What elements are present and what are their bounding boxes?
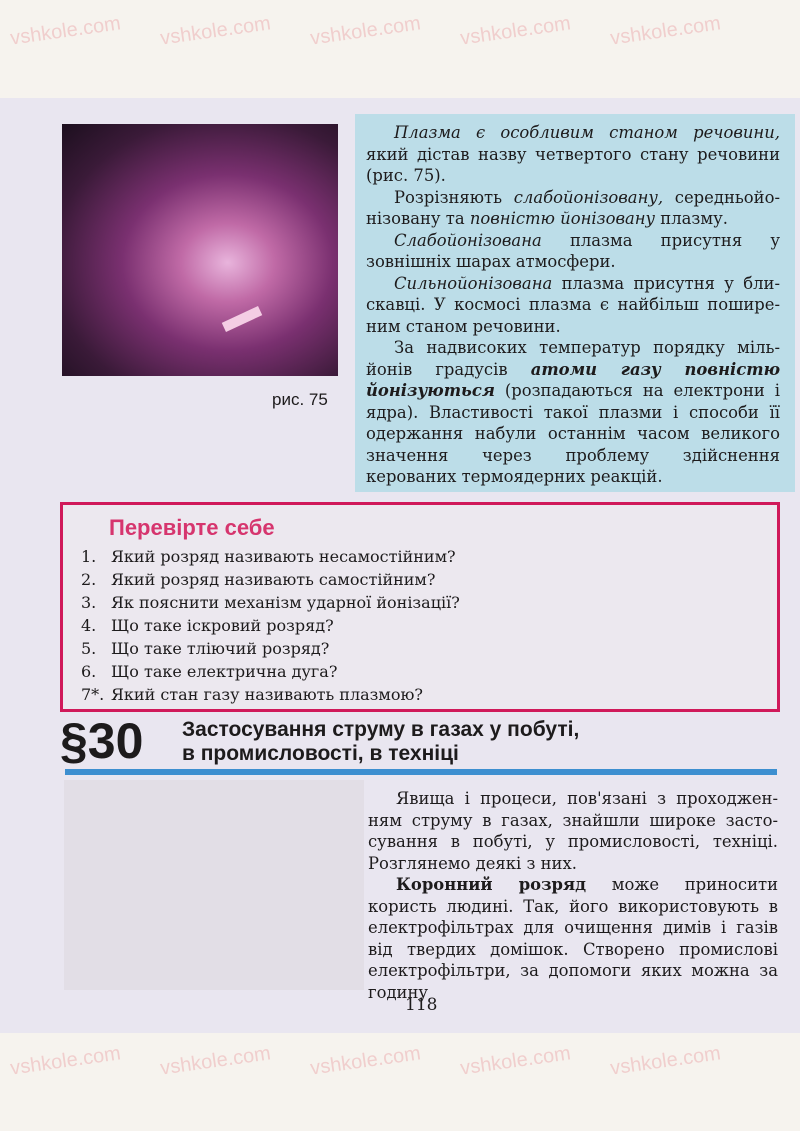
plasma-photo	[62, 124, 338, 376]
question-item: 2. Який розряд називають самостійним?	[81, 570, 436, 589]
watermark: vshkole.com	[608, 12, 723, 50]
question-item: 6. Що таке електрична дуга?	[81, 662, 338, 681]
watermark: vshkole.com	[458, 12, 573, 50]
section-rule	[65, 769, 777, 775]
questions-list	[81, 545, 460, 706]
question-item: 4. Що таке іскровий розряд?	[81, 616, 334, 635]
watermark: vshkole.com	[308, 12, 423, 50]
check-yourself-box	[60, 502, 780, 712]
page-number: 118	[405, 995, 438, 1015]
watermark: vshkole.com	[158, 12, 273, 50]
question-item: 5. Що таке тліючий розряд?	[81, 639, 330, 658]
plasma-spark	[222, 306, 262, 332]
info-text: Плазма є особливим станом речовини, який дістав назву четвертого стану речовини (рис. 75). Розрізняють слабойонізовану, середньойонізовану та повністю йонізовану плазму. Слабойонізована плазма присутня у зовнішніх шарах атмосфери. Сильнойонізована плазма присутня у блискавці. У космосі плазма є найбільш поширеним станом речовини. За надвисоких температур порядку мільйонів градусів атоми газу повністю йонізуються (розпадаються на електрони і ядра). Властивості такої плазми і способи її одержання набули останнім часом великого значення через проблему здійснення керованих термоядерних реакцій.	[366, 123, 780, 486]
faded-reverse-print	[64, 780, 364, 990]
check-title: Перевірте себе	[109, 515, 275, 540]
question-item: 1. Який розряд називають несамостійним?	[81, 547, 456, 566]
section-number: §30	[60, 713, 144, 769]
watermark: vshkole.com	[8, 1042, 123, 1080]
watermark: vshkole.com	[8, 12, 123, 50]
watermark: vshkole.com	[158, 1042, 273, 1080]
watermark: vshkole.com	[308, 1042, 423, 1080]
watermark: vshkole.com	[608, 1042, 723, 1080]
figure-caption: рис. 75	[272, 390, 328, 409]
question-item: 7*. Який стан газу називають плазмою?	[81, 685, 423, 704]
section-title: Застосування струму в газах у побуті, в промисловості, в техніці	[182, 718, 580, 765]
text-italic: Плазма є особливим станом речовини,	[394, 123, 780, 142]
question-item: 3. Як пояснити механізм ударної йонізації?	[81, 593, 460, 612]
watermark: vshkole.com	[458, 1042, 573, 1080]
body-text: Явища і процеси, пов'язані з проходженням струму в газах, знайшли широке застосування в побуті, у промисловості, техніці. Розглянемо деякі з них. Коронний розряд може приносити користь людині. Так, його використовують в електрофільтрах для очищення димів і газів від твердих домішок. Створено промислові електрофільтри, за допомоги яких можна за годину	[368, 789, 778, 1002]
